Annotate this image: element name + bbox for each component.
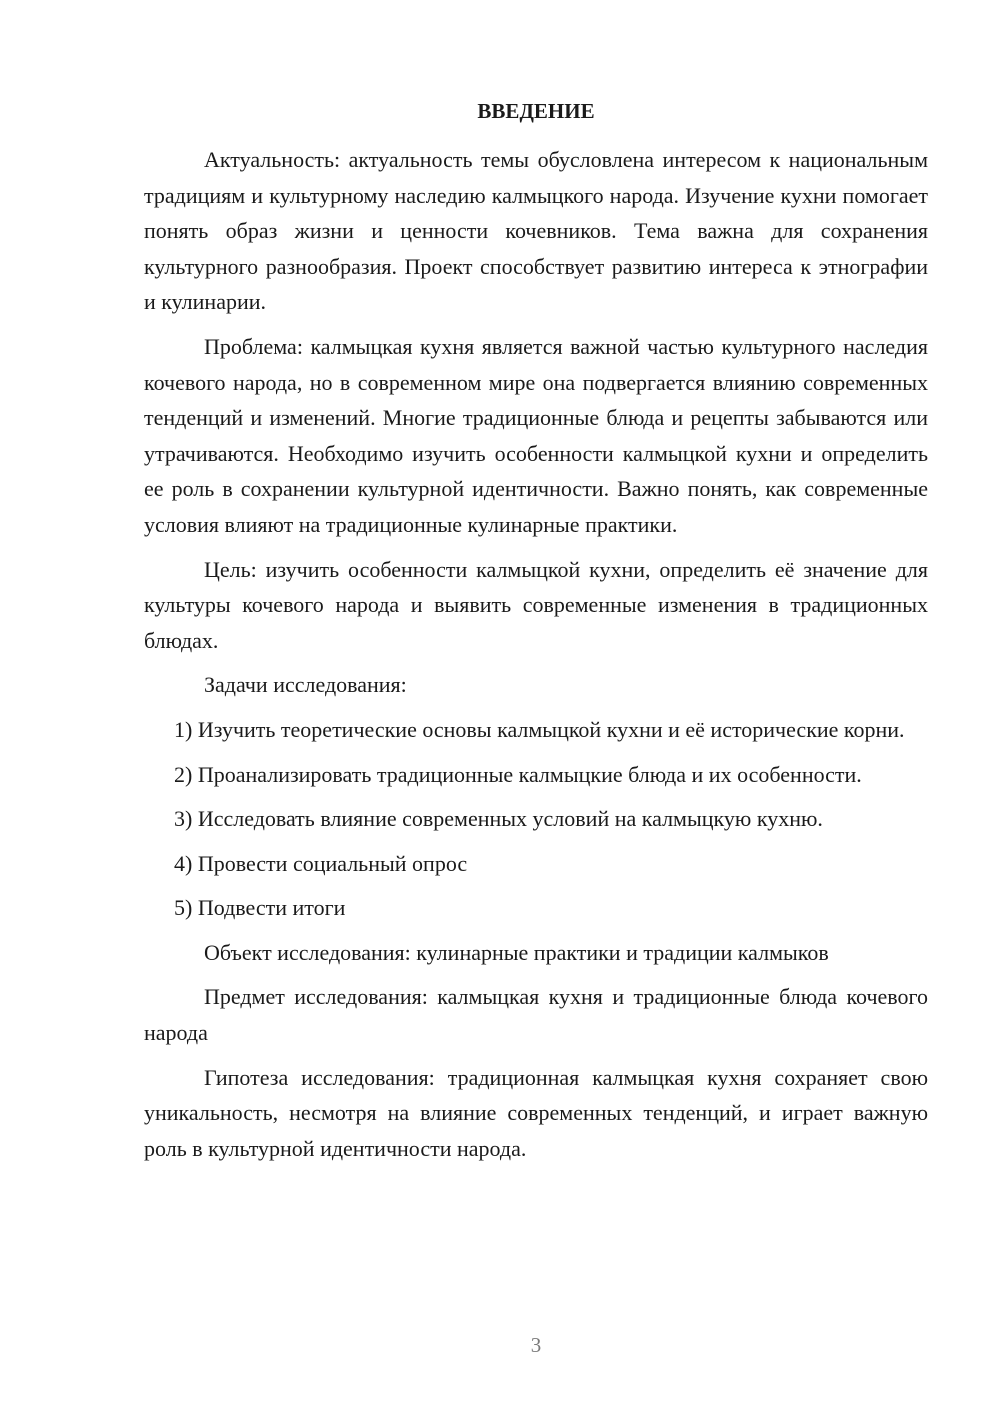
task-item-5: 5) Подвести итоги: [174, 895, 346, 921]
section-heading: ВВЕДЕНИЕ: [477, 99, 595, 123]
paragraph-problem: Проблема: калмыцкая кухня является важной частью культурного наследия кочевого народа, но в современном мире она подвергается влиянию современных тенденций и изменений. Многие традиционные блюда и рецепты забываются или утрачиваются. Необходимо изучить особенности калмыцкой кухни и определить ее роль в сохранении культурной идентичности. Важно понять, как современные условия влияют на традиционные кулинарные практики.: [144, 333, 928, 537]
page-number: 3: [530, 1333, 542, 1357]
task-item-1: 1) Изучить теоретические основы калмыцкой кухни и её исторические корни.: [174, 716, 905, 742]
task-item-3: 3) Исследовать влияние современных условий на калмыцкую кухню.: [174, 806, 823, 832]
task-item-2: 2) Проанализировать традиционные калмыцкие блюда и их особенности.: [174, 761, 862, 787]
document-body: [144, 142, 928, 1175]
paragraph-goal: Цель: изучить особенности калмыцкой кухни, определить её значение для культуры кочевого народа и выявить современные изменения в традиционных блюдах.: [144, 556, 928, 653]
paragraph-object: Объект исследования: кулинарные практики и традиции калмыков: [204, 939, 829, 965]
task-item-4: 4) Провести социальный опрос: [174, 850, 468, 876]
paragraph-relevance: Актуальность: актуальность темы обусловлена интересом к национальным традициям и культурному наследию калмыцкого народа. Изучение кухни помогает понять образ жизни и ценности кочевников. Тема важна для сохранения культурного разнообразия. Проект способствует развитию интереса к этнографии и кулинарии.: [144, 147, 928, 315]
paragraph-tasks-heading: Задачи исследования:: [204, 672, 407, 698]
paragraph-subject: Предмет исследования: калмыцкая кухня и традиционные блюда кочевого народа: [144, 984, 928, 1046]
paragraph-hypothesis: Гипотеза исследования: традиционная калмыцкая кухня сохраняет свою уникальность, несмотря на влияние современных тенденций, и играет важную роль в культурной идентичности народа.: [144, 1064, 928, 1161]
